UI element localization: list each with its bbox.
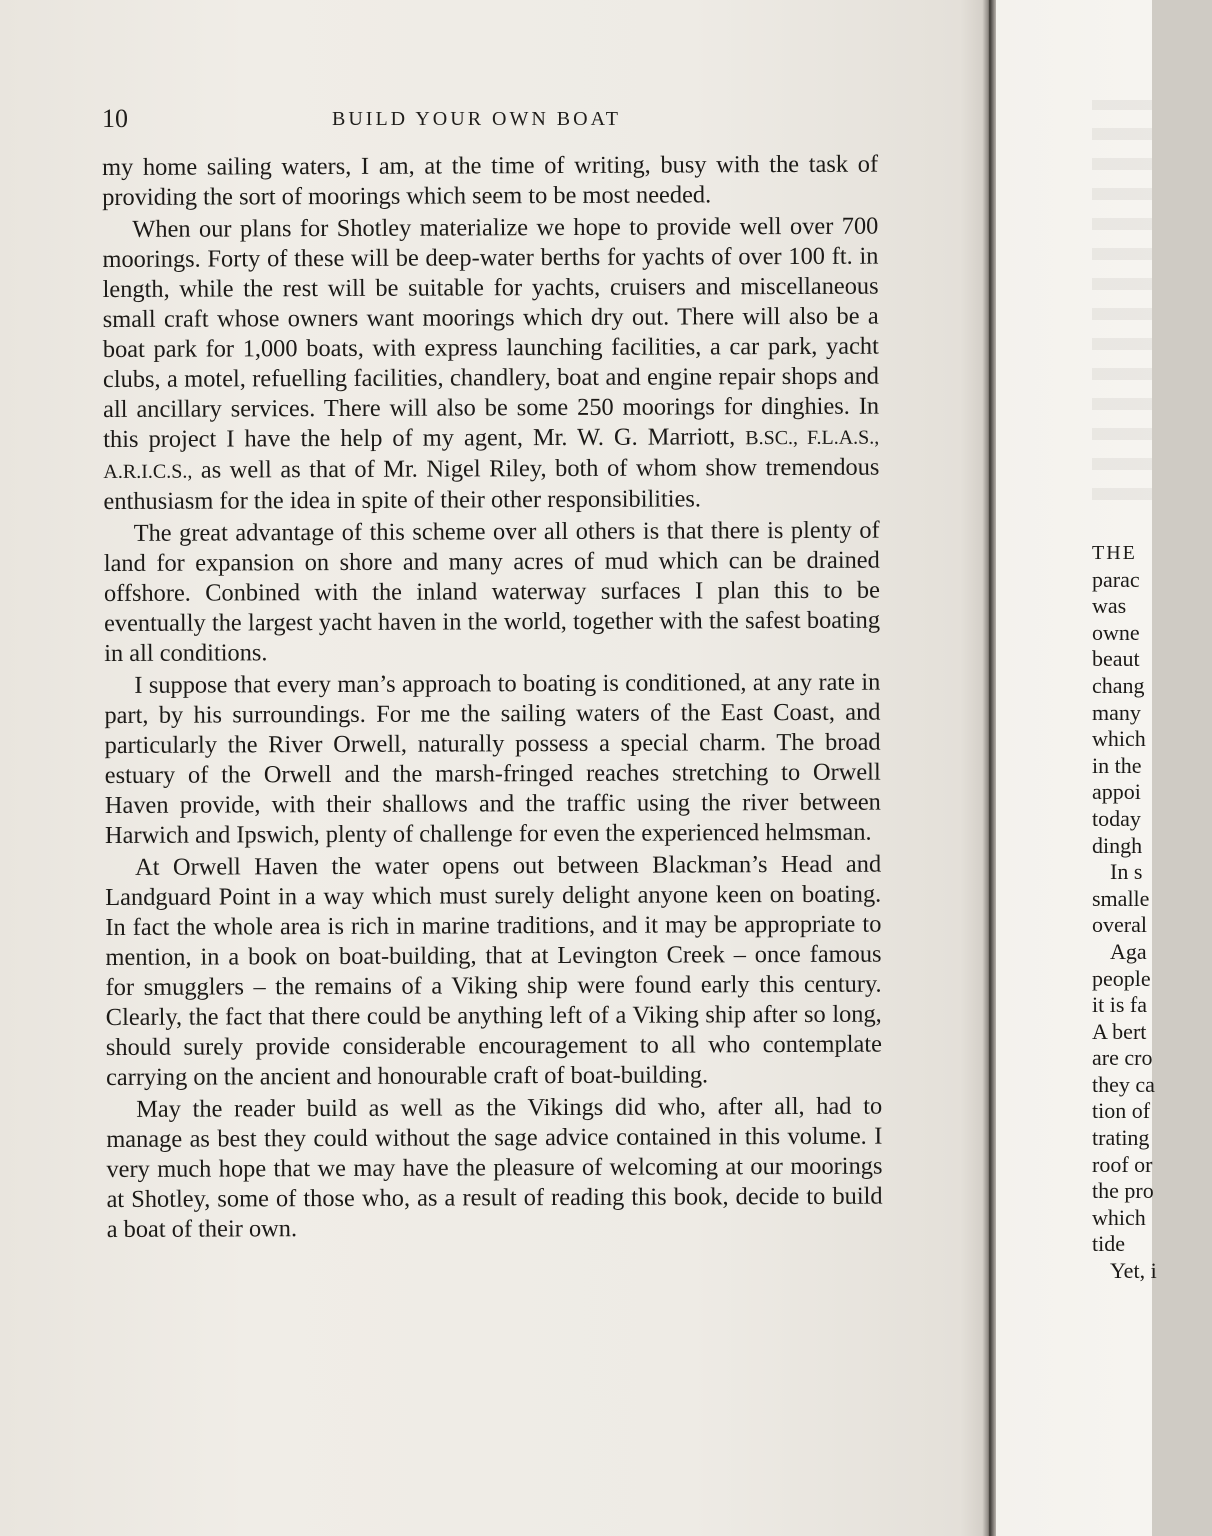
paragraph-2-part-a: When our plans for Shotley materialize we hope to provide well over 700 moorings. Forty of these will be deep-water berths for yachts of over 100 ft. in length, while the rest will be suitable for yachts, cruisers and miscellaneous small craft whose owners want moorings which dry out. There will also be a boat park for 1,000 boats, with express launching facilities, a car park, yacht clubs, a motel, refuelling facilities, chandlery, boat and engine repair shops and all ancillary services. There will also be some 250 moorings for dinghies. In this project I have the help of my agent, Mr. W. G. Marriott,: [102, 212, 880, 453]
page-header: [102, 104, 882, 140]
facing-line: appoi: [1092, 779, 1141, 805]
facing-line: trating: [1092, 1125, 1150, 1151]
facing-line: people: [1092, 965, 1151, 991]
paragraph-3: The great advantage of this scheme over all others is that there is plenty of land for expansion on shore and many acres of mud which can be drained offshore. Conbined with the inland waterway surfaces I plan this to be eventually the largest yacht haven in the world, together with the safest boating in all conditions.: [103, 516, 881, 667]
facing-line: many: [1092, 699, 1141, 725]
facing-line: parac: [1092, 566, 1140, 592]
qualifications: B.SC., F.L.A.S., A.R.I.C.S.,: [103, 426, 880, 483]
facing-line: today: [1092, 805, 1141, 831]
paragraph-6: May the reader build as well as the Vikings did who, after all, had to manage as best they could without the sage advice contained in this volume. I very much hope that we may have the pleasure of welcoming at our moorings at Shotley, some of those who, as a result of reading this book, decide to build a boat of their own.: [106, 1092, 883, 1243]
facing-line: Aga: [1110, 938, 1147, 964]
facing-line: dingh: [1092, 832, 1143, 858]
book-gutter: [982, 0, 996, 1536]
facing-line: owne: [1092, 619, 1140, 645]
facing-line: the pro: [1092, 1178, 1154, 1204]
facing-line: they ca: [1092, 1071, 1155, 1097]
facing-line: was: [1092, 593, 1127, 619]
facing-line: are cro: [1092, 1045, 1153, 1071]
facing-line: chang: [1092, 672, 1145, 698]
facing-line: beaut: [1092, 646, 1140, 672]
facing-line: which: [1092, 1204, 1146, 1230]
paragraph-4: I suppose that every man’s approach to boating is conditioned, at any rate in part, by his surroundings. For me the sailing waters of the East Coast, and particularly the River Orwell, naturally possess a special charm. The broad estuary of the Orwell and the marsh-fringed reaches stretching to Orwell Haven provide, with their shallows and the traffic using the river between Harwich and Ipswich, plenty of challenge for even the experienced helmsman.: [104, 668, 881, 849]
facing-line: Yet, i: [1110, 1258, 1157, 1284]
facing-line: THE: [1092, 542, 1137, 564]
facing-line: tide: [1092, 1231, 1125, 1257]
paragraph-5: At Orwell Haven the water opens out between Blackman’s Head and Landguard Point in a way which must surely delight anyone keen on boating. In fact the whole area is rich in marine traditions, and it may be appropriate to mention, in a book on boat-building, that at Levington Creek – once famous for smugglers – the remains of a Viking ship were found early this century. Clearly, the fact that there could be anything left of a Viking ship after so long, should surely provide considerable encouragement to all who contemplate carrying on the ancient and honourable craft of boat-building.: [105, 850, 882, 1091]
facing-line: in the: [1092, 752, 1142, 778]
facing-page-text: [1092, 540, 1212, 1285]
body-text: [102, 150, 883, 1247]
facing-line: smalle: [1092, 885, 1150, 911]
facing-line: which: [1092, 726, 1146, 752]
facing-line: roof or: [1092, 1151, 1153, 1177]
page-number: 10: [102, 104, 128, 133]
facing-line: A bert: [1092, 1018, 1147, 1044]
facing-line: overal: [1092, 912, 1147, 938]
running-title: BUILD YOUR OWN BOAT: [332, 108, 622, 130]
paragraph-2: [102, 212, 879, 517]
show-through-text: [1092, 100, 1152, 500]
facing-line: In s: [1110, 859, 1143, 885]
paragraph-2-part-b: as well as that of Mr. Nigel Riley, both of whom show tremendous enthusiasm for the idea in spite of their other responsibilities.: [103, 453, 880, 515]
facing-line: tion of: [1092, 1098, 1151, 1124]
paragraph-1: my home sailing waters, I am, at the time of writing, busy with the task of providing the sort of moorings which seem to be most needed.: [102, 150, 879, 211]
facing-line: it is fa: [1092, 992, 1147, 1018]
